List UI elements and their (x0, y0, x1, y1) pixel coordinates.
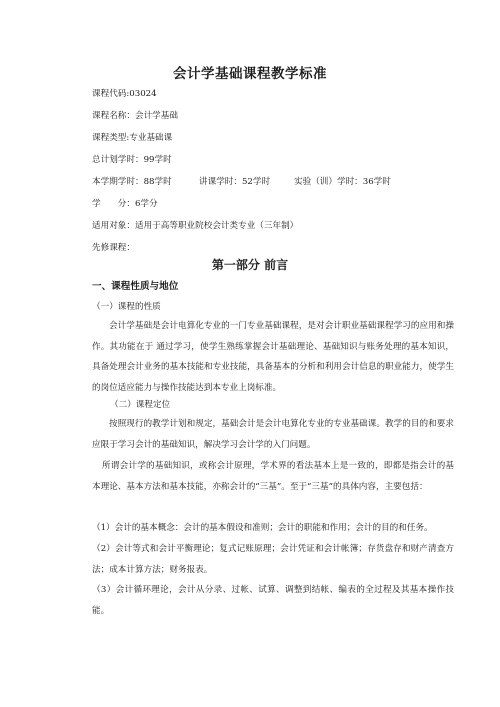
lecture-hours: 讲课学时：52学时 (199, 177, 271, 187)
course-name: 课程名称：会计学基础 (92, 111, 178, 121)
term-hours: 本学期学时：88学时 (92, 177, 172, 187)
credits: 学 分：6学分 (92, 199, 158, 209)
section-title: 一、课程性质与地位 (92, 281, 179, 292)
lab-hours: 实验（训）学时：36学时 (294, 177, 391, 187)
list-item: （3）会计循环理论，会计从分录、过帐、试算、调整到结帐、编表的全过程及其基本操作技能。 (92, 585, 454, 616)
list-item: （1）会计的基本概念：会计的基本假设和准则；会计的职能和作用；会计的目的和任务。 (92, 523, 433, 533)
course-code: 课程代码:03024 (92, 89, 157, 99)
paragraph: 会计学基础是会计电算化专业的一门专业基础课程，是对会计职业基础课程学习的应用和操作。其功能在于 通过学习，使学生熟练掌握会计基础理论、基础知识与账务处理的基本知识，具备处理会计业务的基本技能和专业技能，具备基本的分析和利用会计信息的职业能力，使学生的岗位适应能力与操作技能达到本专业上岗标准。 (92, 321, 454, 393)
subsection-title: （一）课程的性质 (92, 302, 161, 312)
paragraph: 按照现行的教学计划和规定，基础会计是会计电算化专业的专业基础课。教学的目的和要求应限于学习会计的基础知识，解决学习会计学的入门问题。 (92, 419, 454, 450)
course-type: 课程类型:专业基础课 (92, 133, 173, 143)
paragraph: 所谓会计学的基础知识，或称会计原理，学术界的看法基本上是一致的，即都是指会计的基本理论、基本方法和基本技能，亦称会计的“三基”。至于“三基”的具体内容，主要包括： (92, 461, 454, 492)
total-hours: 总计划学时：99学时 (92, 155, 172, 165)
prerequisite-courses: 先修课程： (92, 243, 135, 253)
subsection-title: （二）课程定位 (110, 400, 171, 410)
part-title: 第一部分 前言 (211, 258, 289, 272)
list-item: （2）会计等式和会计平衡理论；复式记账原理；会计凭证和会计帐簿；存货盘存和财产清查方法；成本计算方法；财务报表。 (92, 544, 454, 575)
document-title: 会计学基础课程教学标准 (173, 66, 327, 82)
target-audience: 适用对象：适用于高等职业院校会计类专业（三年制） (92, 221, 299, 231)
hours-row (92, 175, 391, 187)
